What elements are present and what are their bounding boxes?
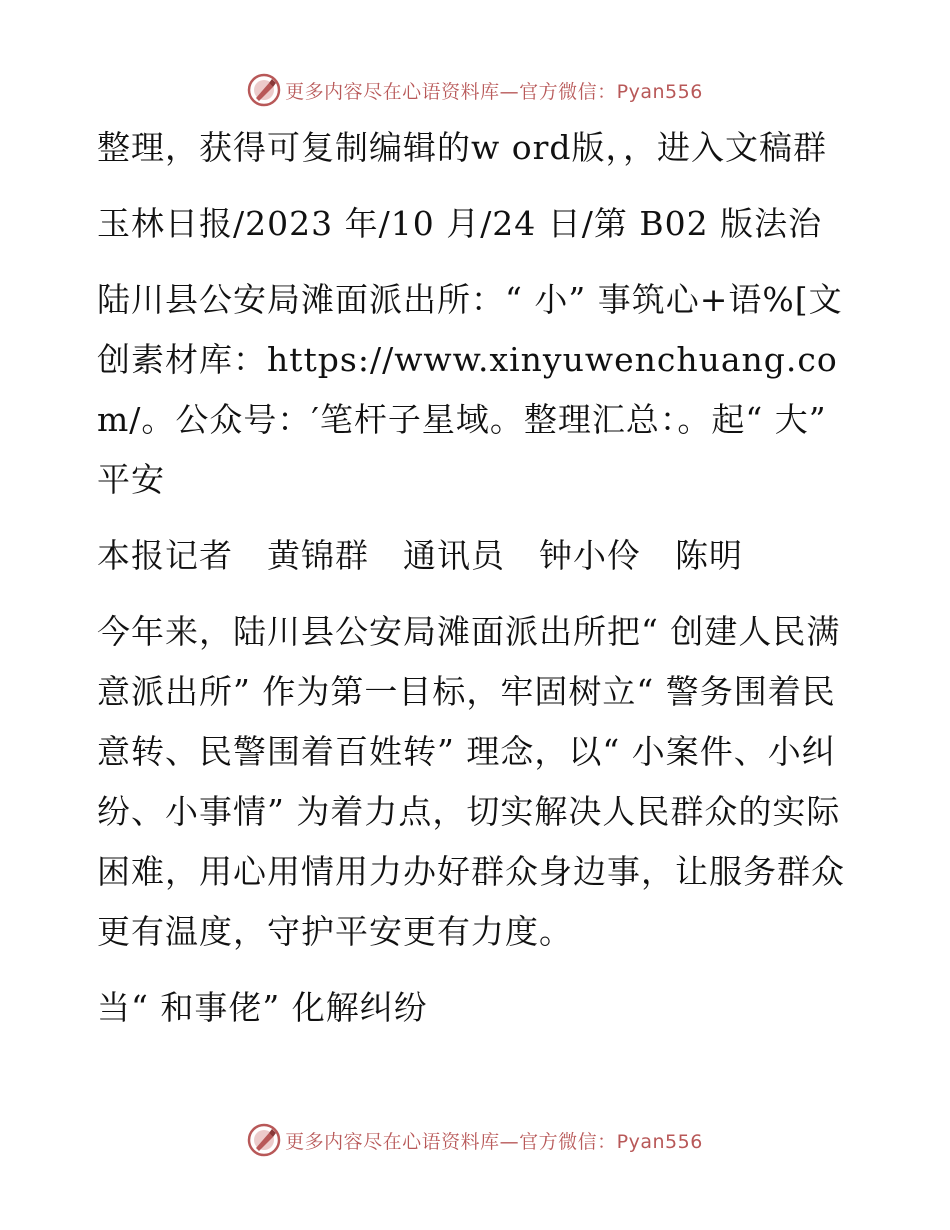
pen-nib-logo-icon — [247, 1123, 281, 1157]
header-banner — [0, 70, 950, 110]
pen-nib-logo-icon — [247, 73, 281, 107]
headline: 陆川县公安局滩面派出所：“ 小” 事筑心+语%[文创素材库：https://www.xinyuwenchuang.com/。公众号：′笔杆子星域。整理汇总：。起“ 大” 平安 — [97, 280, 843, 499]
subheading: 当“ 和事佬” 化解纠纷 — [97, 988, 428, 1027]
intro-paragraph: 整理，获得可复制编辑的w ord版，，进入文稿群 — [97, 128, 828, 167]
source-line: 玉林日报/2023 年/10 月/24 日/第 B02 版法治 — [97, 204, 823, 243]
footer-banner — [0, 1120, 950, 1160]
document-body — [97, 118, 857, 1038]
header-banner-text: 更多内容尽在心语资料库—官方微信：Pyan556 — [285, 80, 703, 103]
byline: 本报记者 黄锦群 通讯员 钟小伶 陈明 — [97, 536, 743, 575]
footer-banner-text: 更多内容尽在心语资料库—官方微信：Pyan556 — [285, 1130, 703, 1153]
body-paragraph: 今年来，陆川县公安局滩面派出所把“ 创建人民满意派出所” 作为第一目标，牢固树立“ 警务围着民意转、民警围着百姓转” 理念，以“ 小案件、小纠纷、小事情” 为着力点，切实解决人民群众的实际困难，用心用情用力办好群众身边事，让服务群众更有温度，守护平安更有力度。 — [97, 612, 845, 951]
